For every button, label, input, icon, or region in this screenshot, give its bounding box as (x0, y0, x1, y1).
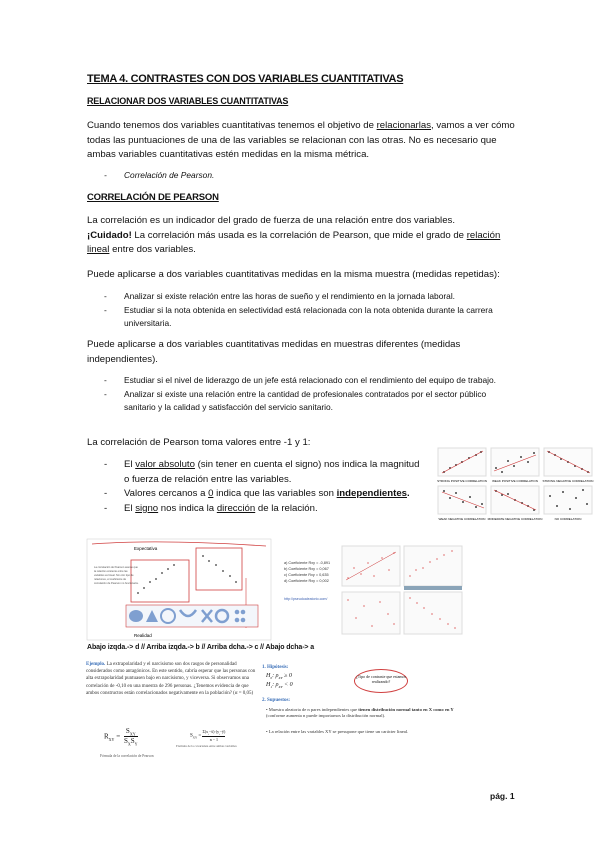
label-reality: Realidad (134, 633, 152, 638)
underlined-term: relación lineal (87, 229, 501, 255)
list-item: - Analizar si existe relación entre las horas de sueño y el rendimiento en la jornada laboral. (104, 290, 514, 304)
list-independent (104, 374, 514, 415)
expectation-reality-figure (86, 538, 272, 641)
svg-text:http://pseudoaleatorio.com/: http://pseudoaleatorio.com/ (284, 597, 328, 601)
figure-caption: Abajo izqda.-> d // Arriba izqda.-> b // Arriba dcha.-> c // Abajo dcha-> a (87, 644, 315, 651)
list-item: - Estudiar si la nota obtenida en selectividad está relacionada con la nota obtenida durante la carrera universitaria. (104, 304, 514, 331)
example-text: Ejemplo. La extrapolaridad y el narcisismo son dos rasgos de personalidad considerados como antagónicos. En este sentido, cabría esperar que las personas con alta extrapolaridad puntuasen bajo en narcisismo, y viceversa. Si observamos una correlación de -0,10 en una muestra de 296 personas. ¿Tenemos evidencia de que ambos constructos están correlacionados negativamente en la población? (α = 0,05) (86, 662, 256, 696)
thumb-strong-negative (543, 448, 594, 483)
page-number: pág. 1 (490, 791, 515, 801)
pearson-formula: $R_{XY}$ = $S_{XY}$ $S_XS_Y$ (104, 727, 138, 747)
list-item: - El signo nos indica la dirección de la relación. (104, 502, 424, 517)
svg-text:WEAK POSITIVE CORRELATION: WEAK POSITIVE CORRELATION (492, 479, 538, 483)
assumption-2: • La relación entre las variables XY se presupone que tiene un carácter lineal. (266, 729, 409, 734)
svg-text:c) Coeficiente Rxy = 0,635: c) Coeficiente Rxy = 0,635 (284, 573, 329, 577)
svg-text:NO CORRELATION: NO CORRELATION (554, 517, 582, 521)
example-block (86, 661, 258, 761)
svg-text:STRONG POSITIVE CORRELATION: STRONG POSITIVE CORRELATION (437, 479, 487, 483)
paragraph-intro (87, 119, 519, 163)
null-hypothesis: $H_0$: $\rho_{XY} \ge 0$ (266, 673, 292, 681)
paragraph-text: La correlación es un indicador del grado de fuerza de una relación entre dos variables. (87, 215, 455, 226)
svg-text:La correlación de Pearson asum: La correlación de Pearson asume que la relación existente entre las variables es lineal. Sin otro tipo de relaciones, el coeficiente de correlación de Pearson no funcionaría. (94, 566, 139, 585)
coefficients-scatter-figure (282, 538, 464, 636)
paragraph-text: entre dos variables. (109, 244, 196, 255)
step-hypothesis: 1. Hipótesis: (262, 665, 289, 670)
list-item: - El valor absoluto (sin tener en cuenta el signo) nos indica la magnitud o fuerza de relación entre las variables. (104, 458, 424, 487)
section-heading-pearson: CORRELACIÓN DE PEARSON (87, 192, 219, 203)
covariance-caption: Fórmula de la covarianza entre ambas variables (176, 744, 237, 748)
paragraph-text: Cuando tenemos dos variables cuantitativas tenemos el objetivo de (87, 120, 377, 131)
svg-text:STRONG NEGATIVE CORRELATION: STRONG NEGATIVE CORRELATION (542, 479, 594, 483)
list-methods (104, 169, 536, 183)
paragraph-text: La correlación más usada es la correlación de Pearson, que mide el grado de (131, 229, 467, 241)
thumb-strong-positive (437, 448, 487, 483)
formula-caption: Fórmula de la correlación de Pearson (100, 754, 154, 758)
assumption-1: • Muestra aleatoria de n pares independientes que tienen distribución normal tanto en X como en Y (conforme aumenta n puede importarnos la distribución normal). (266, 707, 454, 719)
list-item: - Correlación de Pearson. (104, 169, 536, 183)
paragraph-definition (87, 214, 519, 258)
svg-text:a) Coeficiente Rxy = -0,891: a) Coeficiente Rxy = -0,891 (284, 561, 331, 565)
nonlinear-shapes (126, 605, 258, 627)
covariance-formula: $S_{XY}$ = $\frac{\Sigma(x_i-x̄)\cdot(y_i-ȳ)}{n - 1}$ (190, 729, 226, 742)
list-item: - Valores cercanos a 0 indica que las variables son independientes. (104, 487, 424, 502)
list-item: - Analizar si existe una relación entre la cantidad de profesionales contratados por el sector público sanitario y la calidad y satisfacción del servicio sanitario. (104, 388, 514, 415)
label-expectation: Expectativa (134, 546, 158, 551)
paragraph-repeated: Puede aplicarse a dos variables cuantitativas medidas en la misma muestra (medidas repetidas): (87, 269, 500, 280)
correlation-thumbnails-figure (436, 446, 594, 522)
paragraph-text: , vamos a ver cómo todas las puntuaciones de una de las variables se relacionan con las otras. No es necesario que ambas variables cuantitativas estén medidas en la misma métrica. (87, 120, 515, 160)
thumb-weak-positive (491, 448, 539, 483)
svg-text:WEAK NEGATIVE CORRELATION: WEAK NEGATIVE CORRELATION (438, 517, 486, 521)
paragraph-range: La correlación de Pearson toma valores entre -1 y 1: (87, 437, 311, 448)
alt-hypothesis: $H_1$: $\rho_{XY} < 0$ (266, 682, 293, 690)
paragraph-independent: Puede aplicarse a dos variables cuantitativas medidas en muestras diferentes (medidas independientes). (87, 339, 461, 365)
contrast-type-bubble: ¿Tipo de contraste que estamos realizando? (354, 669, 408, 693)
thumb-moderate-negative (488, 486, 543, 521)
warning-text: ¡Cuidado! (87, 229, 132, 241)
underlined-term: relacionarlas (376, 120, 431, 131)
svg-text:d) Coeficiente Rxy = 0,002: d) Coeficiente Rxy = 0,002 (284, 579, 329, 583)
list-properties (104, 458, 424, 516)
section-heading-relacionar: RELACIONAR DOS VARIABLES CUANTITATIVAS (87, 96, 289, 106)
thumb-weak-negative (438, 486, 486, 521)
list-repeated (104, 290, 514, 331)
hypothesis-block (262, 661, 462, 761)
step-assumptions: 2. Supuestos: (262, 698, 291, 703)
svg-text:b) Coeficiente Rxy = 0,067: b) Coeficiente Rxy = 0,067 (284, 567, 329, 571)
page-title: TEMA 4. CONTRASTES CON DOS VARIABLES CUANTITATIVAS (87, 73, 404, 85)
thumb-no-correlation (544, 486, 592, 521)
svg-text:MODERATE NEGATIVE CORRELATION: MODERATE NEGATIVE CORRELATION (487, 517, 543, 521)
list-item: - Estudiar si el nivel de liderazgo de un jefe está relacionado con el rendimiento del equipo de trabajo. (104, 374, 514, 388)
